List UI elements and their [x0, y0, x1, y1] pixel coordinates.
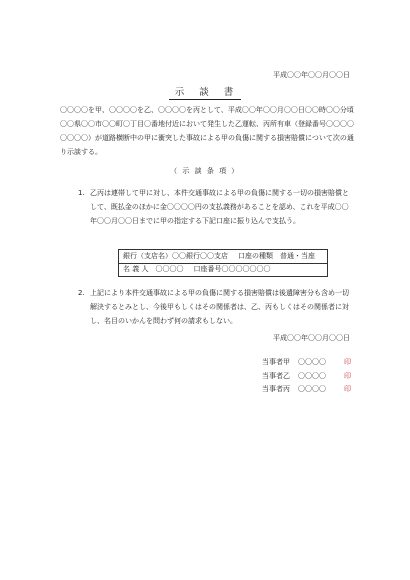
party-signature-line: [262, 384, 351, 395]
clause-item: [78, 186, 352, 228]
seal-mark: 印: [344, 372, 351, 380]
seal-mark: 印: [344, 385, 351, 393]
account-holder-cell: 名 義 人 〇〇〇〇: [123, 265, 184, 273]
account-type-cell: 口座の種類 普通・当座: [238, 252, 315, 260]
party-label: 当事者甲: [262, 358, 290, 366]
clause-text: 乙丙は連帯して甲に対し、本件交通事故による甲の負傷に関する一切の損害賠償として、既払金のほかに金〇〇〇〇円の支払義務があることを認め、これを平成〇〇年〇〇月〇〇日までに甲の指定する下記口座に振り込んで支払う。: [90, 189, 349, 225]
clause-number: 1.: [78, 189, 85, 197]
document-date: 平成〇〇年〇〇月〇〇日: [273, 71, 350, 79]
bank-row: [119, 250, 327, 264]
party-signature-line: [262, 371, 351, 382]
party-name: 〇〇〇〇: [298, 385, 326, 393]
party-signature-line: [262, 357, 351, 368]
party-name: 〇〇〇〇: [298, 372, 326, 380]
bank-account-table: [118, 249, 328, 277]
signing-date: 平成〇〇年〇〇月〇〇日: [273, 334, 350, 342]
document-title: [0, 86, 410, 100]
clause-number: 2.: [78, 289, 85, 297]
section-heading: （ 示 談 条 項 ）: [170, 167, 240, 175]
bank-row: [119, 263, 327, 276]
bank-name-cell: 銀行（支店名）〇〇銀行〇〇支店: [123, 252, 228, 260]
seal-mark: 印: [344, 358, 351, 366]
party-label: 当事者乙: [262, 372, 290, 380]
document-title-text: 示 談 書: [169, 87, 242, 100]
party-label: 当事者丙: [262, 385, 290, 393]
account-number-cell: 口座番号〇〇〇〇〇〇〇: [193, 265, 271, 273]
clause-item: [78, 286, 352, 328]
intro-paragraph: 〇〇〇〇を甲、〇〇〇〇を乙、〇〇〇〇を丙として、平成〇〇年〇〇月〇〇日〇〇時〇〇分頃〇〇県〇〇市〇〇町〇丁目〇番地付近において発生した乙運転、丙所有車（登録番号〇〇〇〇〇〇〇〇）が道路横断中の甲に衝突した事故による甲の負傷に関する損害賠償について次の通り示談する。: [60, 106, 354, 156]
clause-text: 上記により本件交通事故による甲の負傷に関する損害賠償は後遺障害分も含め一切解決するとみとし、今後甲もしくはその関係者は、乙、丙もしくはその関係者に対し、名目のいかんを問わず何の請求もしない。: [90, 289, 349, 325]
party-name: 〇〇〇〇: [298, 358, 326, 366]
